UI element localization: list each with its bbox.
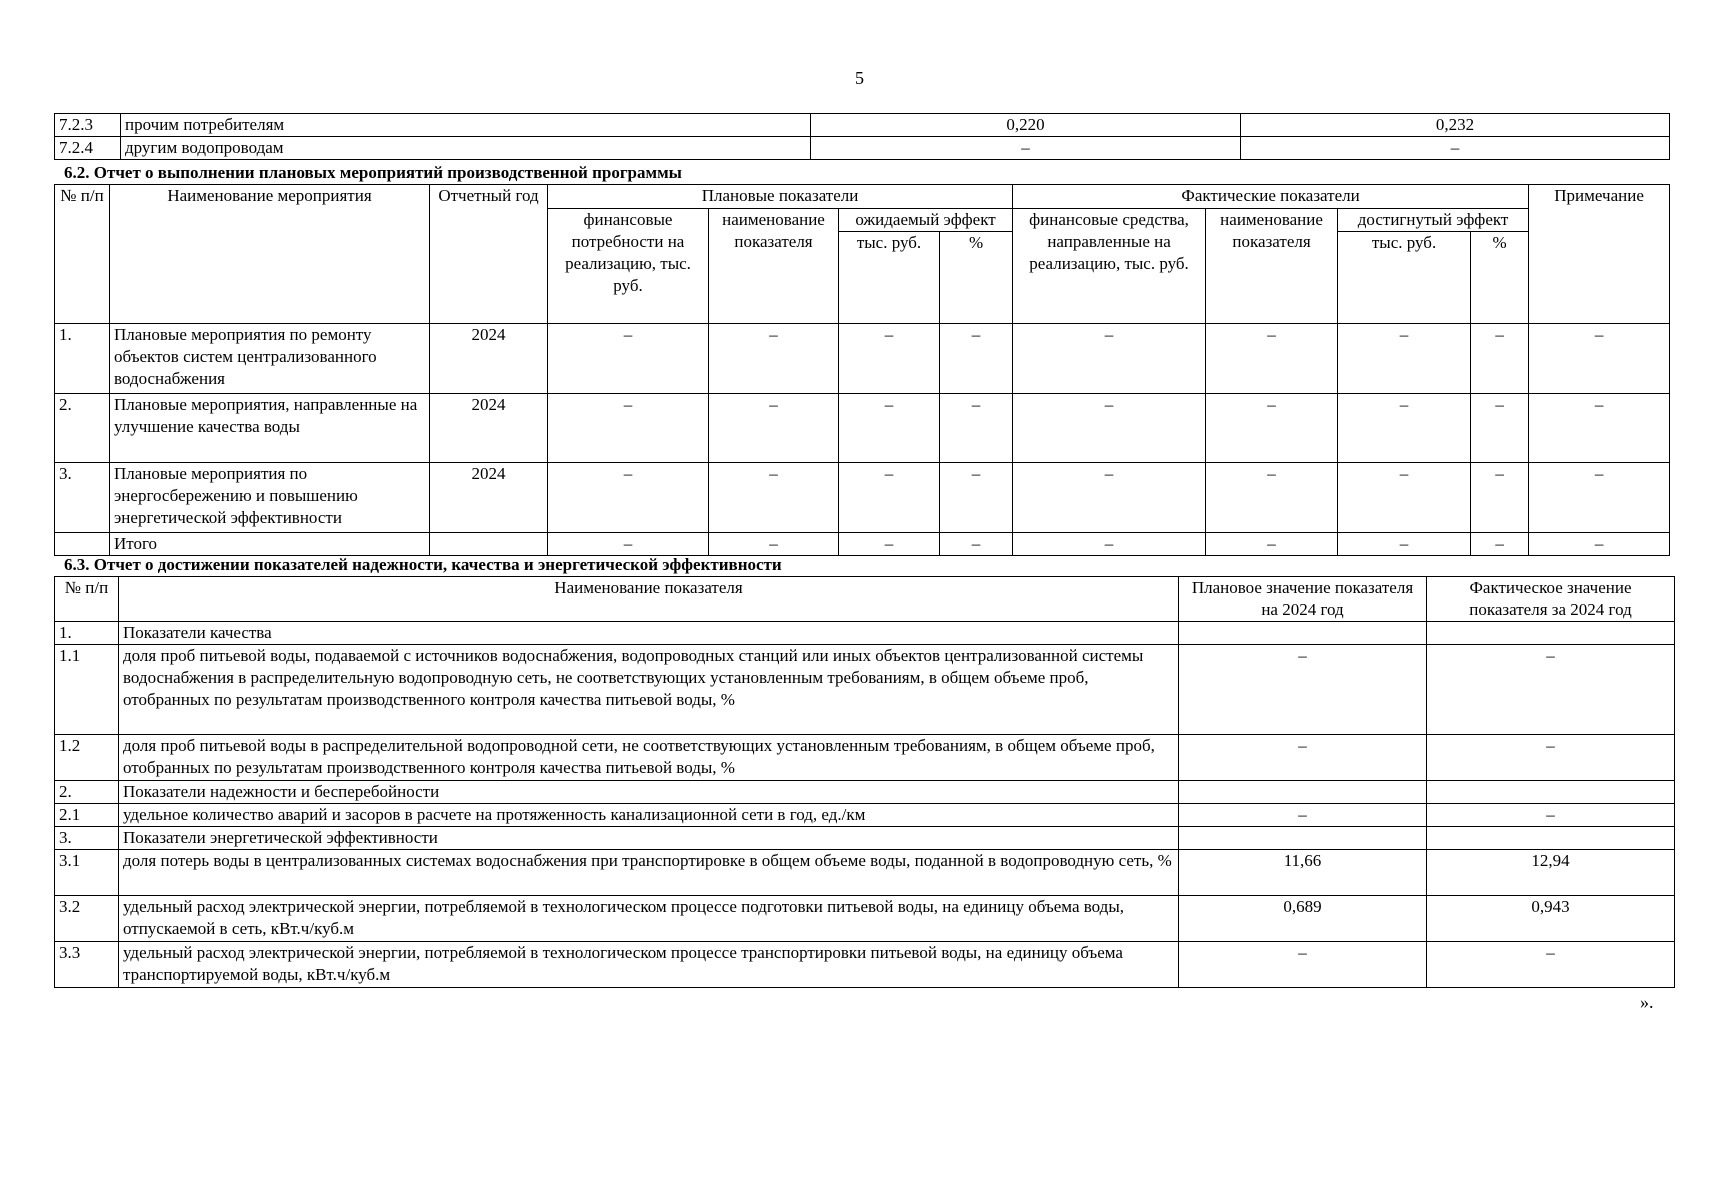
header-fact-fin: финансовые средства, направленные на реализацию, тыс. руб. xyxy=(1013,209,1206,324)
total-row xyxy=(55,533,1670,556)
row-name: доля проб питьевой воды в распределительной водопроводной сети, не соответствующих установленным требованиям, в общем объеме проб, отобранных по результатам производственного контроля качества питьевой воды, % xyxy=(119,735,1179,781)
row-name: Показатели надежности и бесперебойности xyxy=(119,781,1179,804)
row-value: – xyxy=(940,324,1013,394)
header-plan-ind: наименование показателя xyxy=(709,209,839,324)
row-value: – xyxy=(1471,324,1529,394)
row-name: удельный расход электрической энергии, потребляемой в технологическом процессе транспортировки питьевой воды, на единицу объема транспортируемой воды, кВт.ч/куб.м xyxy=(119,942,1179,988)
table-row xyxy=(55,735,1675,781)
row-value: – xyxy=(1206,394,1338,463)
header-rub: тыс. руб. xyxy=(1338,232,1471,324)
row-value: – xyxy=(709,463,839,533)
row-name: прочим потребителям xyxy=(121,114,811,137)
row-value: – xyxy=(811,137,1241,160)
row-value: – xyxy=(940,463,1013,533)
row-plan xyxy=(1179,827,1427,850)
row-value: – xyxy=(709,324,839,394)
row-year: 2024 xyxy=(430,463,548,533)
table-row xyxy=(55,850,1675,896)
table-row xyxy=(55,137,1670,160)
row-value: – xyxy=(839,463,940,533)
row-plan: 11,66 xyxy=(1179,850,1427,896)
row-plan xyxy=(1179,622,1427,645)
section-6-3-title: 6.3. Отчет о достижении показателей надежности, качества и энергетической эффективности xyxy=(64,555,782,574)
row-fact: – xyxy=(1427,804,1675,827)
row-value: – xyxy=(548,463,709,533)
row-value: – xyxy=(1013,463,1206,533)
header-num: № п/п xyxy=(55,185,110,324)
table-row xyxy=(55,114,1670,137)
header-year: Отчетный год xyxy=(430,185,548,324)
row-fact: – xyxy=(1427,645,1675,735)
row-value: – xyxy=(1471,463,1529,533)
row-name: Плановые мероприятия по ремонту объектов систем централизованного водоснабжения xyxy=(110,324,430,394)
row-plan: – xyxy=(1179,645,1427,735)
row-number: 3. xyxy=(55,463,110,533)
row-number: 2.1 xyxy=(55,804,119,827)
header-note: Примечание xyxy=(1529,185,1670,324)
row-value: – xyxy=(548,324,709,394)
row-fact xyxy=(1427,827,1675,850)
header-fact-eff: достигнутый эффект xyxy=(1338,209,1529,232)
row-fact xyxy=(1427,781,1675,804)
row-plan: – xyxy=(1179,942,1427,988)
row-number: 7.2.4 xyxy=(55,137,121,160)
row-name: Плановые мероприятия, направленные на улучшение качества воды xyxy=(110,394,430,463)
closing-quote-mark: ». xyxy=(1640,992,1654,1012)
row-year: 2024 xyxy=(430,324,548,394)
page-number: 5 xyxy=(855,68,864,88)
row-value: – xyxy=(709,533,839,556)
row-name: другим водопроводам xyxy=(121,137,811,160)
row-value: – xyxy=(1241,137,1670,160)
header-num: № п/п xyxy=(55,577,119,622)
row-plan xyxy=(1179,781,1427,804)
header-plan-fin: финансовые потребности на реализацию, тыс. руб. xyxy=(548,209,709,324)
row-value: – xyxy=(1529,463,1670,533)
row-value: – xyxy=(709,394,839,463)
table-row xyxy=(55,394,1670,463)
row-year: 2024 xyxy=(430,394,548,463)
row-value: – xyxy=(839,394,940,463)
header-name: Наименование показателя xyxy=(119,577,1179,622)
table-row xyxy=(55,324,1670,394)
table-row xyxy=(55,896,1675,942)
row-plan: 0,689 xyxy=(1179,896,1427,942)
row-value: – xyxy=(1206,463,1338,533)
row-number: 1.1 xyxy=(55,645,119,735)
row-value: – xyxy=(1338,533,1471,556)
header-planned: Плановые показатели xyxy=(548,185,1013,209)
activities-table xyxy=(54,184,1670,556)
row-plan: – xyxy=(1179,804,1427,827)
row-value: – xyxy=(940,394,1013,463)
row-value: – xyxy=(548,394,709,463)
row-number: 3. xyxy=(55,827,119,850)
row-plan: – xyxy=(1179,735,1427,781)
row-number: 1. xyxy=(55,622,119,645)
row-fact: 12,94 xyxy=(1427,850,1675,896)
row-value: – xyxy=(1338,463,1471,533)
section-6-2-title: 6.2. Отчет о выполнении плановых мероприятий производственной программы xyxy=(64,163,682,182)
row-value: 0,220 xyxy=(811,114,1241,137)
top-table xyxy=(54,113,1670,160)
row-number: 2. xyxy=(55,394,110,463)
row-name: доля проб питьевой воды, подаваемой с источников водоснабжения, водопроводных станций или иных объектов централизованной системы водоснабжения в распределительную водопроводную сеть, не соответствующих установленным требованиям, в общем объеме проб, отобранных по результатам производственного контроля качества питьевой воды, % xyxy=(119,645,1179,735)
row-value: – xyxy=(1529,394,1670,463)
row-name: Плановые мероприятия по энергосбережению и повышению энергетической эффективности xyxy=(110,463,430,533)
row-value: – xyxy=(1338,394,1471,463)
row-value: – xyxy=(1471,533,1529,556)
row-number: 1.2 xyxy=(55,735,119,781)
total-label: Итого xyxy=(110,533,430,556)
row-value: – xyxy=(839,533,940,556)
row-fact xyxy=(1427,622,1675,645)
row-value: – xyxy=(1206,533,1338,556)
row-value: – xyxy=(1529,533,1670,556)
table-row xyxy=(55,622,1675,645)
row-value: – xyxy=(1529,324,1670,394)
row-value: – xyxy=(839,324,940,394)
row-value: – xyxy=(1471,394,1529,463)
row-name: Показатели качества xyxy=(119,622,1179,645)
row-value: – xyxy=(1206,324,1338,394)
row-number: 3.3 xyxy=(55,942,119,988)
header-fact: Фактическое значение показателя за 2024 год xyxy=(1427,577,1675,622)
row-value: – xyxy=(1338,324,1471,394)
indicators-table xyxy=(54,576,1675,988)
header-pct: % xyxy=(1471,232,1529,324)
header-plan: Плановое значение показателя на 2024 год xyxy=(1179,577,1427,622)
row-value: – xyxy=(1013,324,1206,394)
row-name: Показатели энергетической эффективности xyxy=(119,827,1179,850)
header-pct: % xyxy=(940,232,1013,324)
table-row xyxy=(55,781,1675,804)
table-row xyxy=(55,645,1675,735)
row-fact: 0,943 xyxy=(1427,896,1675,942)
row-number: 2. xyxy=(55,781,119,804)
table-row xyxy=(55,827,1675,850)
table-row xyxy=(55,804,1675,827)
row-value: – xyxy=(1013,394,1206,463)
table-row xyxy=(55,463,1670,533)
row-number: 3.2 xyxy=(55,896,119,942)
row-fact: – xyxy=(1427,942,1675,988)
table-row xyxy=(55,942,1675,988)
row-number: 1. xyxy=(55,324,110,394)
row-name: доля потерь воды в централизованных системах водоснабжения при транспортировке в общем объеме воды, поданной в водопроводную сеть, % xyxy=(119,850,1179,896)
row-name: удельный расход электрической энергии, потребляемой в технологическом процессе подготовки питьевой воды, на единицу объема воды, отпускаемой в сеть, кВт.ч/куб.м xyxy=(119,896,1179,942)
header-actual: Фактические показатели xyxy=(1013,185,1529,209)
row-value: – xyxy=(1013,533,1206,556)
row-number: 7.2.3 xyxy=(55,114,121,137)
row-value: 0,232 xyxy=(1241,114,1670,137)
row-value: – xyxy=(548,533,709,556)
row-number: 3.1 xyxy=(55,850,119,896)
row-fact: – xyxy=(1427,735,1675,781)
header-name: Наименование мероприятия xyxy=(110,185,430,324)
row-value: – xyxy=(940,533,1013,556)
header-rub: тыс. руб. xyxy=(839,232,940,324)
header-fact-ind: наименование показателя xyxy=(1206,209,1338,324)
header-plan-eff: ожидаемый эффект xyxy=(839,209,1013,232)
row-name: удельное количество аварий и засоров в расчете на протяженность канализационной сети в год, ед./км xyxy=(119,804,1179,827)
